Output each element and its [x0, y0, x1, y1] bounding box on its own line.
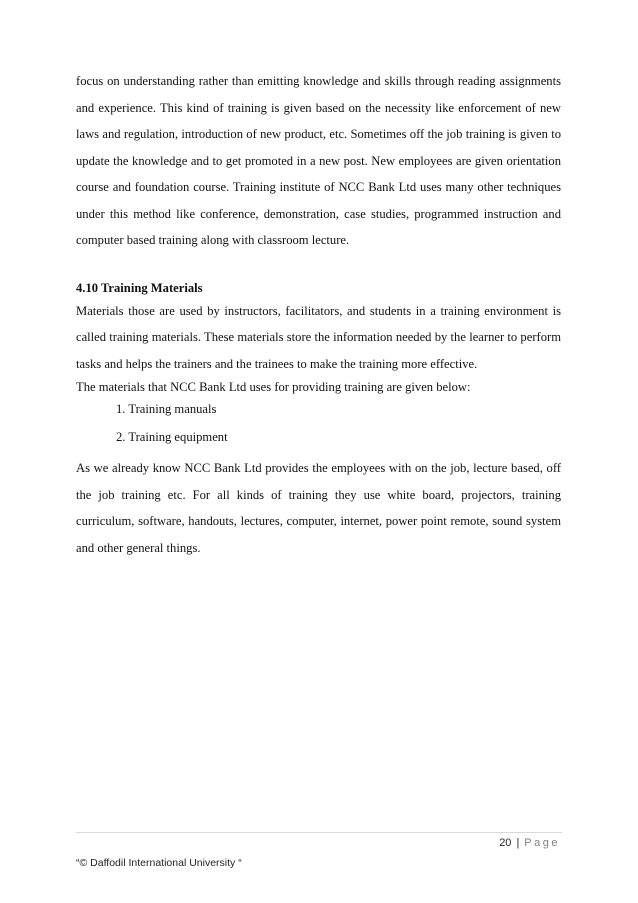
- paragraph-off-the-job-training: focus on understanding rather than emitting knowledge and skills through reading assignments and experience. This kind of training is given based on the necessity like enforcement of new laws and regulation, introduction of new product, etc. Sometimes off the job training is given to update the knowledge and to get promoted in a new post. New employees are given orientation course and foundation course. Training institute of NCC Bank Ltd uses many other techniques under this method like conference, demonstration, case studies, programmed instruction and computer based training along with classroom lecture.: [76, 74, 561, 247]
- copyright-notice: “© Daffodil International University “: [76, 857, 242, 869]
- page-number-value: 20: [499, 837, 512, 849]
- paragraph-training-tools: As we already know NCC Bank Ltd provides the employees with on the job, lecture based, off the job training etc. For all kinds of training they use white board, projectors, training curriculum, software, handouts, lectures, computer, internet, power point remote, sound system and other general things.: [76, 461, 561, 555]
- list-item: 2. Training equipment: [116, 430, 228, 444]
- section-heading: 4.10 Training Materials: [76, 280, 203, 295]
- page-word: Page: [524, 837, 560, 849]
- page-number-separator: |: [516, 837, 520, 849]
- materials-list: [76, 399, 561, 447]
- list-intro: The materials that NCC Bank Ltd uses for providing training are given below:: [76, 380, 471, 394]
- paragraph-training-materials: Materials those are used by instructors, facilitators, and students in a training environment is called training materials. These materials store the information needed by the learner to perform tasks and helps the trainers and the trainees to make the training more effective.: [76, 303, 561, 371]
- page-number: [499, 837, 560, 849]
- document-body: [76, 68, 561, 561]
- footer-divider: [76, 832, 562, 833]
- list-item: 1. Training manuals: [116, 402, 217, 416]
